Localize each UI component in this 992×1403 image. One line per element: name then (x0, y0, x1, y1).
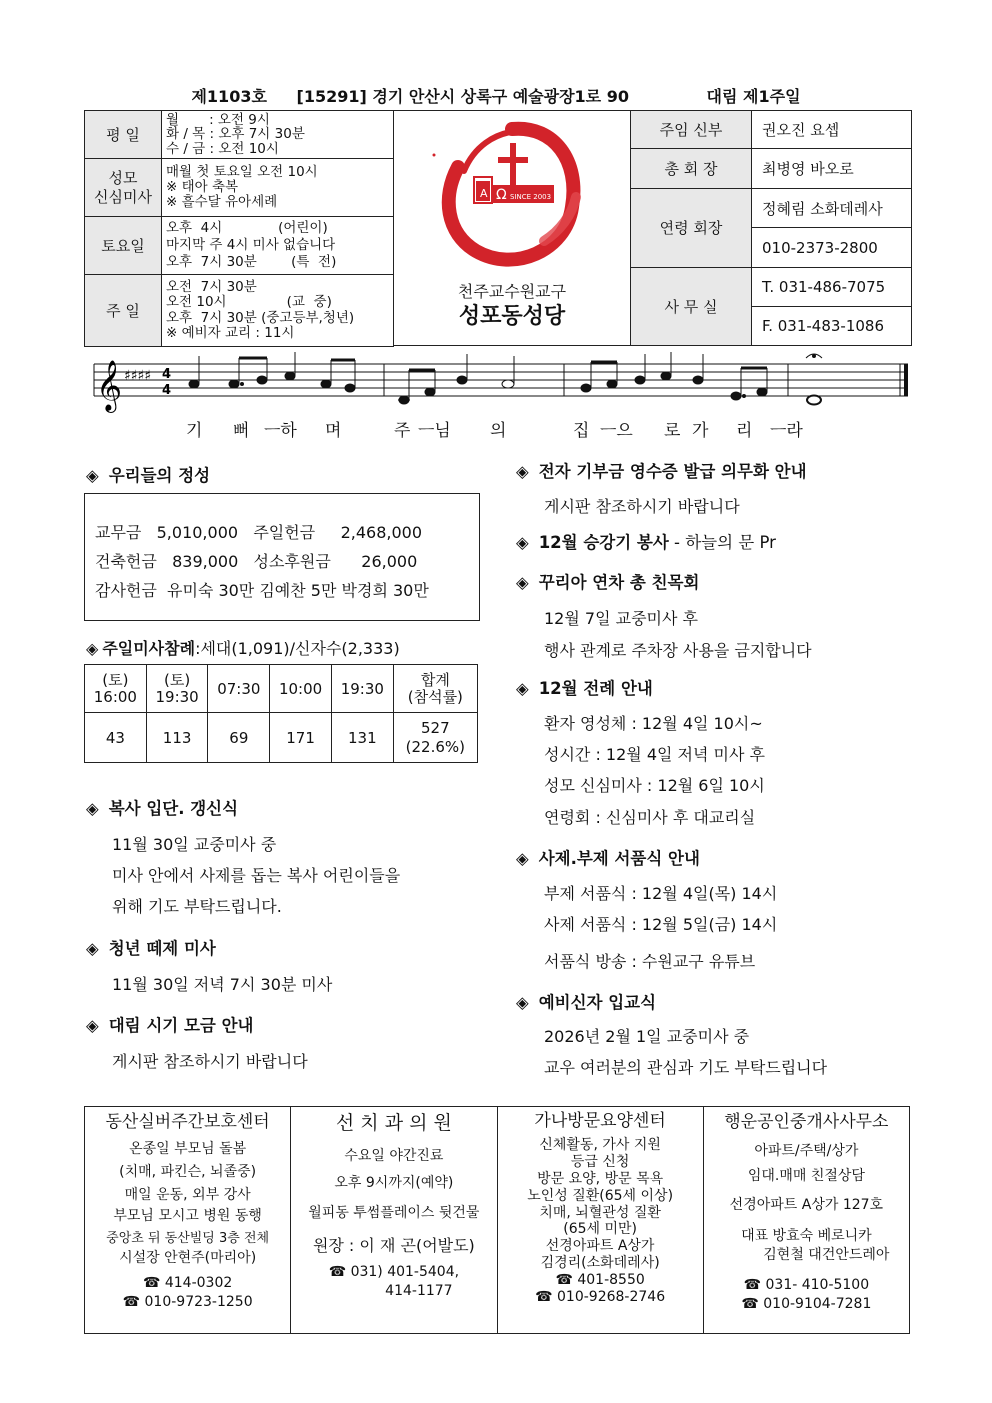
saturday-label: 토요일 (85, 217, 162, 275)
ad-title: 선 치 과 의 원 (335, 1112, 452, 1134)
notice-line: 환자 영성체 : 12월 4일 10시~ (544, 714, 763, 733)
office-fax: F. 031-483-1086 (752, 306, 912, 345)
attendance-header: 10:00 (270, 665, 332, 713)
notice-line: 사제 서품식 : 12월 5일(금) 14시 (544, 915, 778, 934)
ad-title: 가나방문요양센터 (534, 1111, 666, 1131)
ad-line: 원장 : 이 재 곤(어발도) (312, 1236, 475, 1256)
ad-line: 414-1177 (385, 1282, 453, 1299)
diamond-bullet-icon: ◈ (86, 1016, 99, 1035)
elder-name: 정혜림 소화데레사 (752, 189, 912, 228)
liturgical-season: 대림 제1주일 (706, 87, 801, 106)
ad-line: 치매, 뇌혈관성 질환 (539, 1204, 661, 1221)
music-score (84, 350, 912, 416)
ad-line: ☎ 031) 401-5404, (328, 1263, 460, 1280)
notice-line: 게시판 참조하시기 바랍니다 (544, 497, 740, 516)
ad-line: 수요일 야간진료 (344, 1147, 444, 1164)
notice-line: 게시판 참조하시기 바랍니다 (112, 1052, 308, 1071)
diamond-bullet-icon: ◈ (86, 466, 99, 485)
ad-line: ☎ 401-8550 (555, 1271, 645, 1288)
attendance-total: 527 (22.6%) (393, 713, 477, 763)
lyric-syllable: 며 (325, 421, 342, 441)
attendance-header: 19:30 (331, 665, 393, 713)
ad-title: 동산실버주간보호센터 (105, 1112, 270, 1132)
notice-heading: ◈ 대림 시기 모금 안내 (86, 1016, 254, 1035)
notice-line: 11월 30일 교중미사 중 (112, 835, 277, 854)
lyric-syllable: ㅡ라 (770, 421, 803, 441)
notice-line: 연령회 : 신심미사 후 대교리실 (544, 808, 756, 827)
pastor-name: 권오진 요셉 (752, 111, 912, 149)
notice-heading: ◈ 청년 떼제 미사 (86, 939, 216, 958)
ad-haengun-realty (704, 1107, 909, 1333)
notice-line: 미사 안에서 사제를 돕는 복사 어린이들을 (112, 866, 401, 885)
ad-line: 방문 요양, 방문 목욕 (537, 1170, 664, 1187)
attendance-value: 113 (146, 713, 208, 763)
elder-phone: 010-2373-2800 (752, 228, 912, 267)
notice-line: 11월 30일 저녁 7시 30분 미사 (112, 975, 333, 994)
sunday-times: 오전 7시 30분 오전 10시 (교 중) 오후 7시 30분 (중고등부,청년) ※ 예비자 교리 : 11시 (162, 275, 394, 347)
ad-line: 중앙초 뒤 동산빌딩 3층 전체 (106, 1230, 270, 1246)
diocese-name: 천주교수원교구 (457, 282, 567, 301)
hymn-lyrics (0, 416, 992, 440)
ad-line: 매일 운동, 외부 강사 (124, 1186, 251, 1203)
svg-text:4: 4 (162, 383, 172, 398)
notice-line: 부제 서품식 : 12월 4일(목) 14시 (544, 884, 778, 903)
elder-label: 연령 회장 (631, 189, 752, 267)
ad-line: (65세 미만) (563, 1221, 637, 1238)
offering-row: 건축헌금 839,000 성소후원금 26,000 (95, 552, 418, 571)
ad-sun-dental (291, 1107, 497, 1333)
ad-line: (치매, 파킨슨, 뇌졸중) (119, 1163, 257, 1180)
ad-dongsan-silver (85, 1107, 291, 1333)
diamond-bullet-icon: ◈ (86, 799, 99, 818)
notice-line: 위해 기도 부탁드립니다. (112, 897, 282, 916)
notice-line: 성모 신심미사 : 12월 6일 10시 (544, 776, 765, 795)
lyric-syllable: 주 (394, 421, 411, 441)
notice-heading: ◈ 꾸리아 연차 총 친목회 (516, 573, 700, 592)
attendance-heading: ◈ 주일미사참례:세대(1,091)/신자수(2,333) (86, 639, 400, 658)
president-label: 총 회 장 (631, 149, 752, 189)
sunday-label: 주 일 (85, 275, 162, 347)
notice-line: 서품식 방송 : 수원교구 유튜브 (544, 952, 756, 971)
treble-clef-icon: 𝄞 (96, 360, 123, 411)
notice-heading: ◈ 전자 기부금 영수증 발급 의무화 안내 (516, 462, 807, 481)
ad-line: 노인성 질환(65세 이상) (527, 1187, 674, 1204)
logo-since: SINCE 2003 (510, 193, 552, 201)
ad-line: ☎ 414-0302 (142, 1274, 233, 1291)
issue-number: 제1103호 (191, 87, 267, 106)
staff-contact-table (630, 110, 912, 346)
diamond-bullet-icon: ◈ (516, 679, 529, 698)
marian-mass-label: 성모 신심미사 (85, 159, 162, 217)
ad-line: 아파트/주택/상가 (754, 1142, 859, 1159)
ad-line: 등급 신청 (570, 1154, 630, 1171)
ad-line: 김현철 대건안드레아 (763, 1246, 890, 1263)
lyric-syllable: 집 (573, 421, 590, 441)
notice-line: 성시간 : 12월 4일 저녁 미사 후 (544, 745, 766, 764)
pastor-label: 주임 신부 (631, 111, 752, 149)
office-tel: T. 031-486-7075 (752, 267, 912, 306)
notice-heading: ◈ 12월 전례 안내 (516, 679, 653, 698)
attendance-value: 171 (270, 713, 332, 763)
parish-logo-icon (394, 111, 630, 301)
ad-gana-care (498, 1107, 704, 1333)
svg-text:4: 4 (162, 367, 172, 382)
notice-line: 행사 관계로 주차장 사용을 금지합니다 (544, 641, 812, 660)
notice-heading: ◈ 사제.부제 서품식 안내 (516, 849, 700, 868)
notice-heading: ◈ 예비신자 입교식 (516, 993, 657, 1012)
mass-schedule-table (84, 110, 394, 347)
parish-logo-panel (393, 110, 631, 346)
president-name: 최병영 바오로 (752, 149, 912, 189)
ad-line: 신체활동, 가사 지원 (539, 1137, 661, 1154)
ad-line: 선경아파트 A상가 (545, 1238, 655, 1255)
ad-line: 오후 9시까지(예약) (334, 1174, 454, 1191)
ad-line: 임대.매매 친절상담 (747, 1167, 865, 1184)
notice-heading: ◈ 복사 입단. 갱신식 (86, 799, 239, 818)
marian-mass-times: 매월 첫 토요일 오전 10시 ※ 태아 축복 ※ 흘수달 유아세례 (162, 159, 394, 217)
offering-heading: ◈ 우리들의 정성 (86, 466, 211, 485)
notice-line: 교우 여러분의 관심과 기도 부탁드립니다 (544, 1058, 828, 1077)
lyric-syllable: ㅡ님 (418, 421, 451, 441)
parish-address: [15291] 경기 안산시 상록구 예술광장1로 90 (296, 87, 629, 106)
parish-name: 성포동성당 (458, 304, 566, 329)
lyric-syllable: 기 (186, 421, 203, 441)
saturday-times: 오후 4시 (어린이) 마지막 주 4시 미사 없습니다 오후 7시 30분 (특 전) (162, 217, 394, 275)
diamond-bullet-icon: ◈ (516, 849, 529, 868)
diamond-bullet-icon: ◈ (86, 639, 99, 658)
attendance-header: 합계 (참석률) (393, 665, 477, 713)
ad-line: 부모님 모시고 병원 동행 (113, 1207, 262, 1224)
diamond-bullet-icon: ◈ (516, 462, 529, 481)
offering-row: 감사헌금 유미숙 30만 김예찬 5만 박경희 30만 (95, 581, 429, 600)
lyric-syllable: 로 (664, 421, 681, 441)
weekday-label: 평 일 (85, 111, 162, 159)
lyric-syllable: 가 (692, 421, 709, 441)
diamond-bullet-icon: ◈ (516, 993, 529, 1012)
ad-line: 월피동 투썸플레이스 뒷건물 (308, 1205, 480, 1222)
ad-line: 김경리(소화데레사) (540, 1254, 660, 1271)
attendance-header: (토) 19:30 (146, 665, 208, 713)
notice-heading: ◈ 12월 승강기 봉사 - 하늘의 문 Pr (516, 533, 776, 552)
ad-line: ☎ 031- 410-5100 (743, 1277, 870, 1294)
lyric-syllable: ㅡ으 (600, 421, 633, 441)
ad-title: 행운공인중개사사무소 (724, 1112, 889, 1132)
lyric-syllable: 의 (490, 421, 507, 441)
attendance-value: 131 (331, 713, 393, 763)
notice-line: 2026년 2월 1일 교중미사 중 (544, 1027, 750, 1046)
alpha-mark: A (480, 187, 488, 200)
ad-line: ☎ 010-9723-1250 (122, 1293, 253, 1310)
attendance-value: 69 (208, 713, 270, 763)
ad-line: ☎ 010-9104-7281 (741, 1296, 872, 1313)
diamond-bullet-icon: ◈ (86, 939, 99, 958)
ad-line: 온종일 부모님 돌봄 (129, 1140, 247, 1157)
diamond-bullet-icon: ◈ (516, 573, 529, 592)
office-label: 사 무 실 (631, 267, 752, 345)
attendance-value: 43 (85, 713, 147, 763)
sponsor-ads (84, 1106, 910, 1334)
weekday-times: 월 : 오전 9시 화 / 목 : 오후 7시 30분 수 / 금 : 오전 10시 (162, 111, 394, 159)
attendance-header: 07:30 (208, 665, 270, 713)
ad-line: ☎ 010-9268-2746 (535, 1288, 666, 1305)
lyric-syllable: ㅡ하 (264, 421, 297, 441)
attendance-table (84, 664, 478, 763)
attendance-header: (토) 16:00 (85, 665, 147, 713)
bulletin-header (0, 84, 992, 107)
offering-box (84, 493, 480, 621)
ad-line: 선경아파트 A상가 127호 (729, 1196, 884, 1213)
lyric-syllable: 리 (736, 421, 753, 441)
lyric-syllable: 뻐 (233, 421, 250, 441)
diamond-bullet-icon: ◈ (516, 533, 529, 552)
notice-line: 12월 7일 교중미사 후 (544, 609, 698, 628)
offering-row: 교무금 5,010,000 주일헌금 2,468,000 (95, 523, 422, 542)
omega-mark: Ω (496, 187, 507, 203)
ad-line: 대표 방효숙 베로니카 (741, 1227, 872, 1244)
svg-text:♯♯♯♯: ♯♯♯♯ (124, 368, 152, 384)
ad-line: 시설장 안현주(마리아) (119, 1250, 257, 1267)
